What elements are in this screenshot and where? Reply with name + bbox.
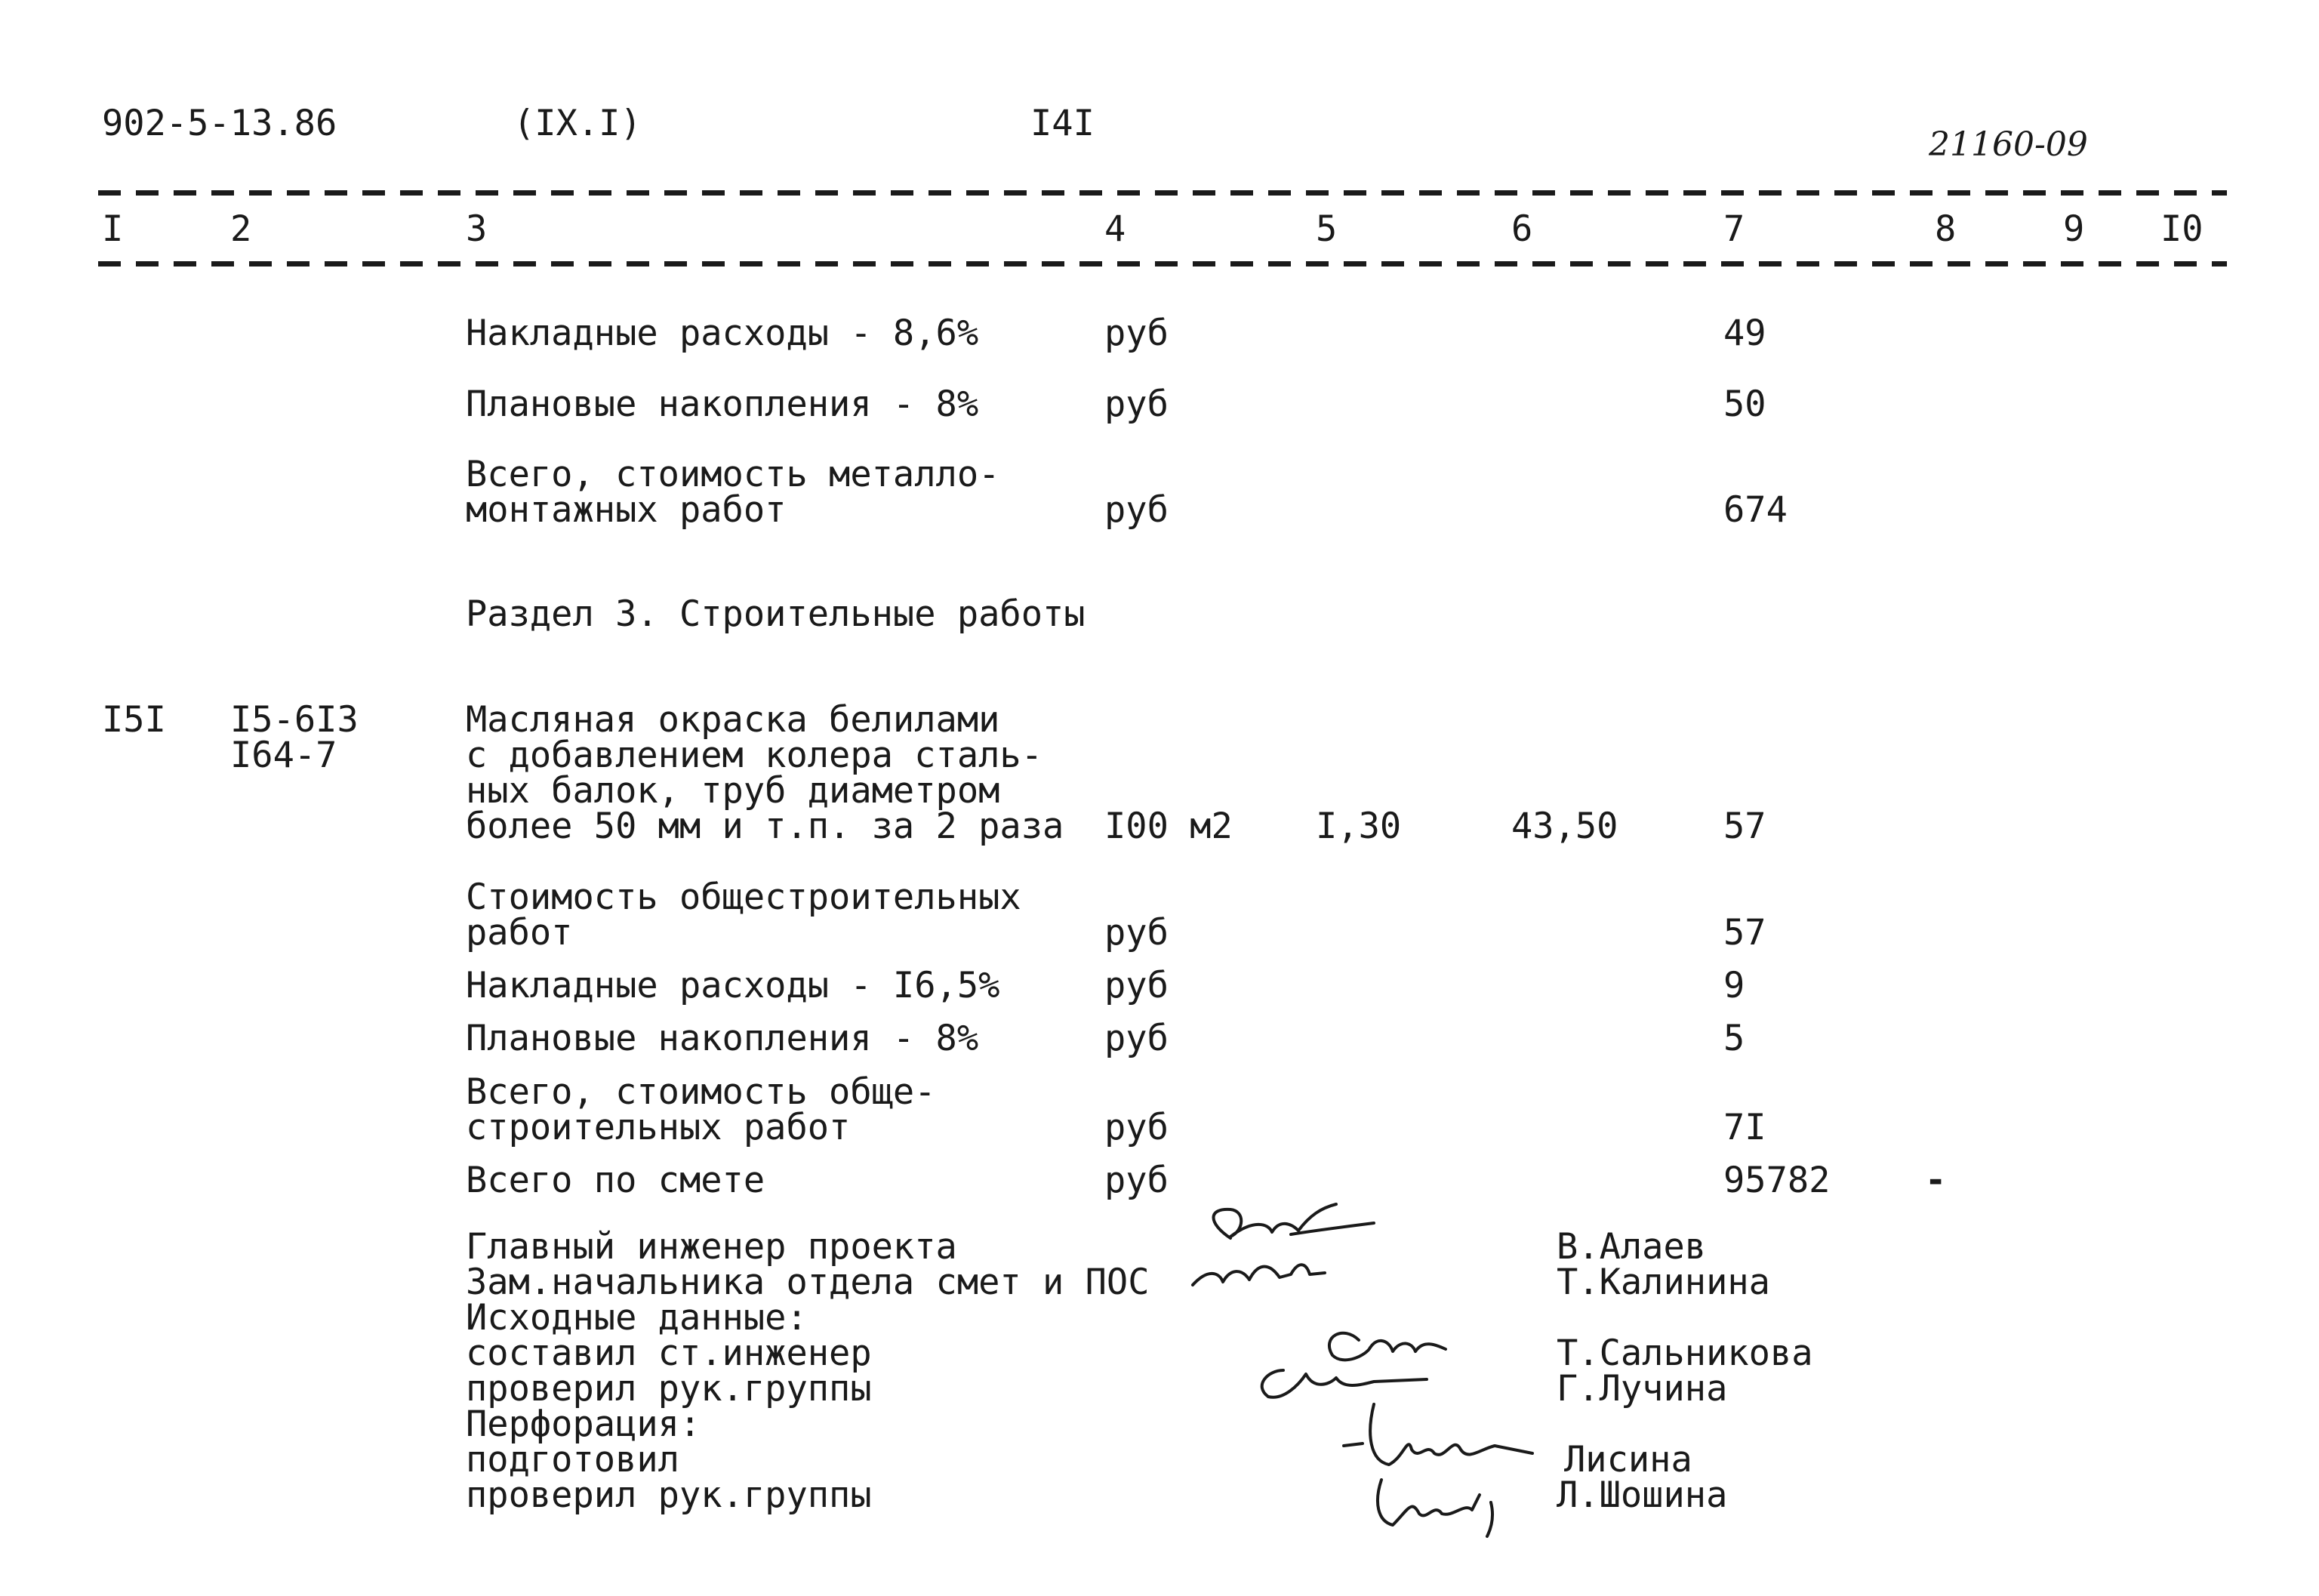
row-151-desc-2: с добавлением колера сталь- xyxy=(466,735,1043,776)
row-151-desc-1: Масляная окраска белилами xyxy=(466,699,1000,741)
archive-stamp: 21160-09 xyxy=(1929,125,2088,164)
row-savings-total: 50 xyxy=(1723,384,1766,425)
row-metal-total-label-2: монтажных работ xyxy=(466,489,787,531)
col-header-7: 7 xyxy=(1723,208,1745,250)
row-metal-total-unit: руб xyxy=(1104,489,1169,531)
row-overhead-unit: руб xyxy=(1104,313,1169,354)
row-general-cost-label-2: работ xyxy=(466,912,573,954)
signature-lisina xyxy=(1321,1389,1563,1540)
row-savings-unit: руб xyxy=(1104,384,1169,425)
row-savings2-unit: руб xyxy=(1104,1018,1169,1059)
col-header-6: 6 xyxy=(1511,208,1533,250)
row-general-total-label-2: строительных работ xyxy=(466,1107,851,1148)
row-151-code-2: I64-7 xyxy=(230,735,337,776)
row-overhead2-total: 9 xyxy=(1723,965,1745,1006)
row-general-cost-label-1: Стоимость общестроительных xyxy=(466,877,1021,918)
row-151-desc-4: более 50 мм и т.п. за 2 раза xyxy=(466,806,1064,847)
name-lisina: Лисина xyxy=(1564,1439,1692,1480)
role-source-data: Исходные данные: xyxy=(466,1297,808,1339)
row-savings2-label: Плановые накопления - 8% xyxy=(466,1018,979,1059)
row-general-cost-total: 57 xyxy=(1723,912,1766,954)
name-kalinina: Т.Калинина xyxy=(1557,1262,1770,1303)
row-overhead-label: Накладные расходы - 8,6% xyxy=(466,313,979,354)
row-savings2-total: 5 xyxy=(1723,1018,1745,1059)
col-header-5: 5 xyxy=(1316,208,1338,250)
col-header-1: I xyxy=(102,208,124,250)
col-header-3: 3 xyxy=(466,208,488,250)
role-perforation: Перфорация: xyxy=(466,1403,701,1445)
header-rule-bottom xyxy=(98,261,2227,267)
col-header-9: 9 xyxy=(2063,208,2085,250)
section-heading: Раздел 3. Строительные работы xyxy=(466,593,1086,635)
row-151-desc-3: ных балок, труб диаметром xyxy=(466,770,1000,812)
signature-alaev xyxy=(1178,1193,1404,1299)
name-luchina: Г.Лучина xyxy=(1557,1368,1728,1410)
role-prepared-by: подготовил xyxy=(466,1439,679,1480)
header-rule-top xyxy=(98,190,2227,196)
row-overhead2-unit: руб xyxy=(1104,965,1169,1006)
role-compiled-by: составил ст.инженер xyxy=(466,1333,872,1374)
row-metal-total-label-1: Всего, стоимость металло- xyxy=(466,454,1000,495)
signature-roles xyxy=(466,1226,1150,1516)
col-header-2: 2 xyxy=(230,208,252,250)
page-number: I4I xyxy=(1030,103,1095,144)
name-salnikova: Т.Сальникова xyxy=(1557,1333,1813,1374)
row-general-total-label-1: Всего, стоимость обще- xyxy=(466,1071,936,1113)
row-general-cost-unit: руб xyxy=(1104,912,1169,954)
col-header-4: 4 xyxy=(1104,208,1126,250)
grand-total-col8-dash: - xyxy=(1925,1160,1947,1201)
row-151-quantity: I,30 xyxy=(1316,806,1402,847)
grand-total-unit: руб xyxy=(1104,1160,1169,1201)
row-151-total: 57 xyxy=(1723,806,1766,847)
row-savings-label: Плановые накопления - 8% xyxy=(466,384,979,425)
row-general-total-value: 7I xyxy=(1723,1107,1766,1148)
row-metal-total-value: 674 xyxy=(1723,489,1788,531)
role-deputy-head: Зам.начальника отдела смет и ПОС xyxy=(466,1262,1150,1303)
role-checked-by-2: проверил рук.группы xyxy=(466,1474,872,1516)
grand-total-value: 95782 xyxy=(1723,1160,1831,1201)
section-number: (IX.I) xyxy=(513,103,642,144)
row-151-unit-price: 43,50 xyxy=(1511,806,1618,847)
row-151-number: I5I xyxy=(102,699,166,741)
role-chief-engineer: Главный инженер проекта xyxy=(466,1226,957,1268)
document-code: 902-5-13.86 xyxy=(102,103,337,144)
row-151-code-1: I5-6I3 xyxy=(230,699,359,741)
row-overhead-total: 49 xyxy=(1723,313,1766,354)
row-151-unit: I00 м2 xyxy=(1104,806,1233,847)
name-shoshina: Л.Шошина xyxy=(1557,1474,1728,1516)
row-overhead2-label: Накладные расходы - I6,5% xyxy=(466,965,1000,1006)
col-header-8: 8 xyxy=(1935,208,1957,250)
role-checked-by: проверил рук.группы xyxy=(466,1368,872,1410)
col-header-10: I0 xyxy=(2160,208,2204,250)
grand-total-label: Всего по смете xyxy=(466,1160,765,1201)
row-general-total-unit: руб xyxy=(1104,1107,1169,1148)
name-alaev: В.Алаев xyxy=(1557,1226,1707,1268)
